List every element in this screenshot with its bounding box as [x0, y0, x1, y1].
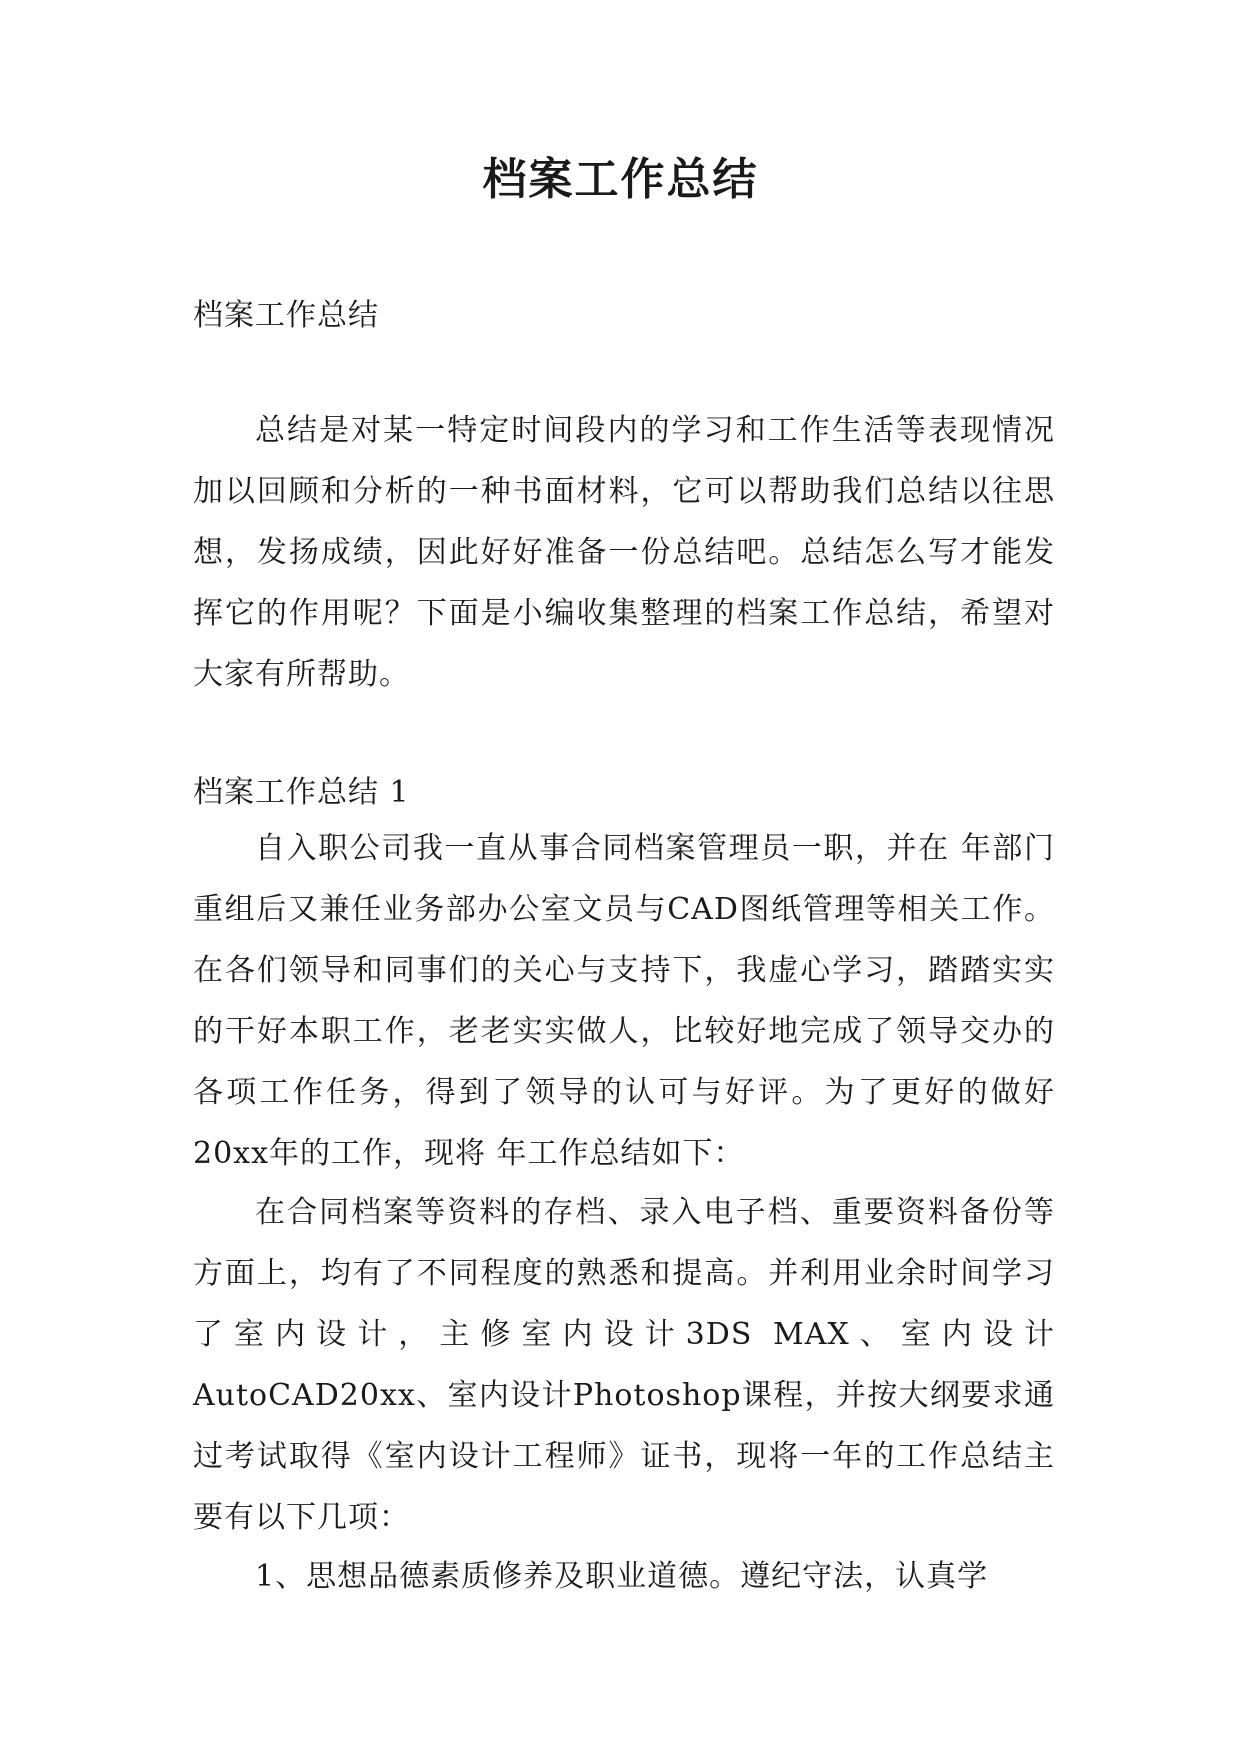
body-paragraph: 自入职公司我一直从事合同档案管理员一职，并在 年部门重组后又兼任业务部办公室文员与CAD图纸管理等相关工作。在各们领导和同事们的关心与支持下，我虚心学习，踏踏实实的干好本职工作，老老实实做人，比较好地完成了领导交办的各项工作任务，得到了领导的认可与好评。为了更好的做好20xx年的工作，现将 年工作总结如下： — [193, 831, 1055, 1171]
section-heading: 档案工作总结 1 — [193, 775, 410, 810]
intro-paragraph: 总结是对某一特定时间段内的学习和工作生活等表现情况加以回顾和分析的一种书面材料，它可以帮助我们总结以往思想，发扬成绩，因此好好准备一份总结吧。总结怎么写才能发挥它的作用呢？下面是小编收集整理的档案工作总结，希望对大家有所帮助。 — [193, 413, 1055, 692]
body-paragraph: 在合同档案等资料的存档、录入电子档、重要资料备份等方面上，均有了不同程度的熟悉和提高。并利用业余时间学习了室内设计，主修室内设计3DS MAX、室内设计AutoCAD20xx、室内设计Photoshop课程，并按大纲要求通过考试取得《室内设计工程师》证书，现将一年的工作总结主要有以下几项： — [193, 1195, 1055, 1535]
body-paragraph: 1、思想品德素质修养及职业道德。遵纪守法，认真学 — [255, 1559, 989, 1594]
document-title: 档案工作总结 — [482, 154, 759, 205]
document-subtitle: 档案工作总结 — [193, 298, 379, 333]
